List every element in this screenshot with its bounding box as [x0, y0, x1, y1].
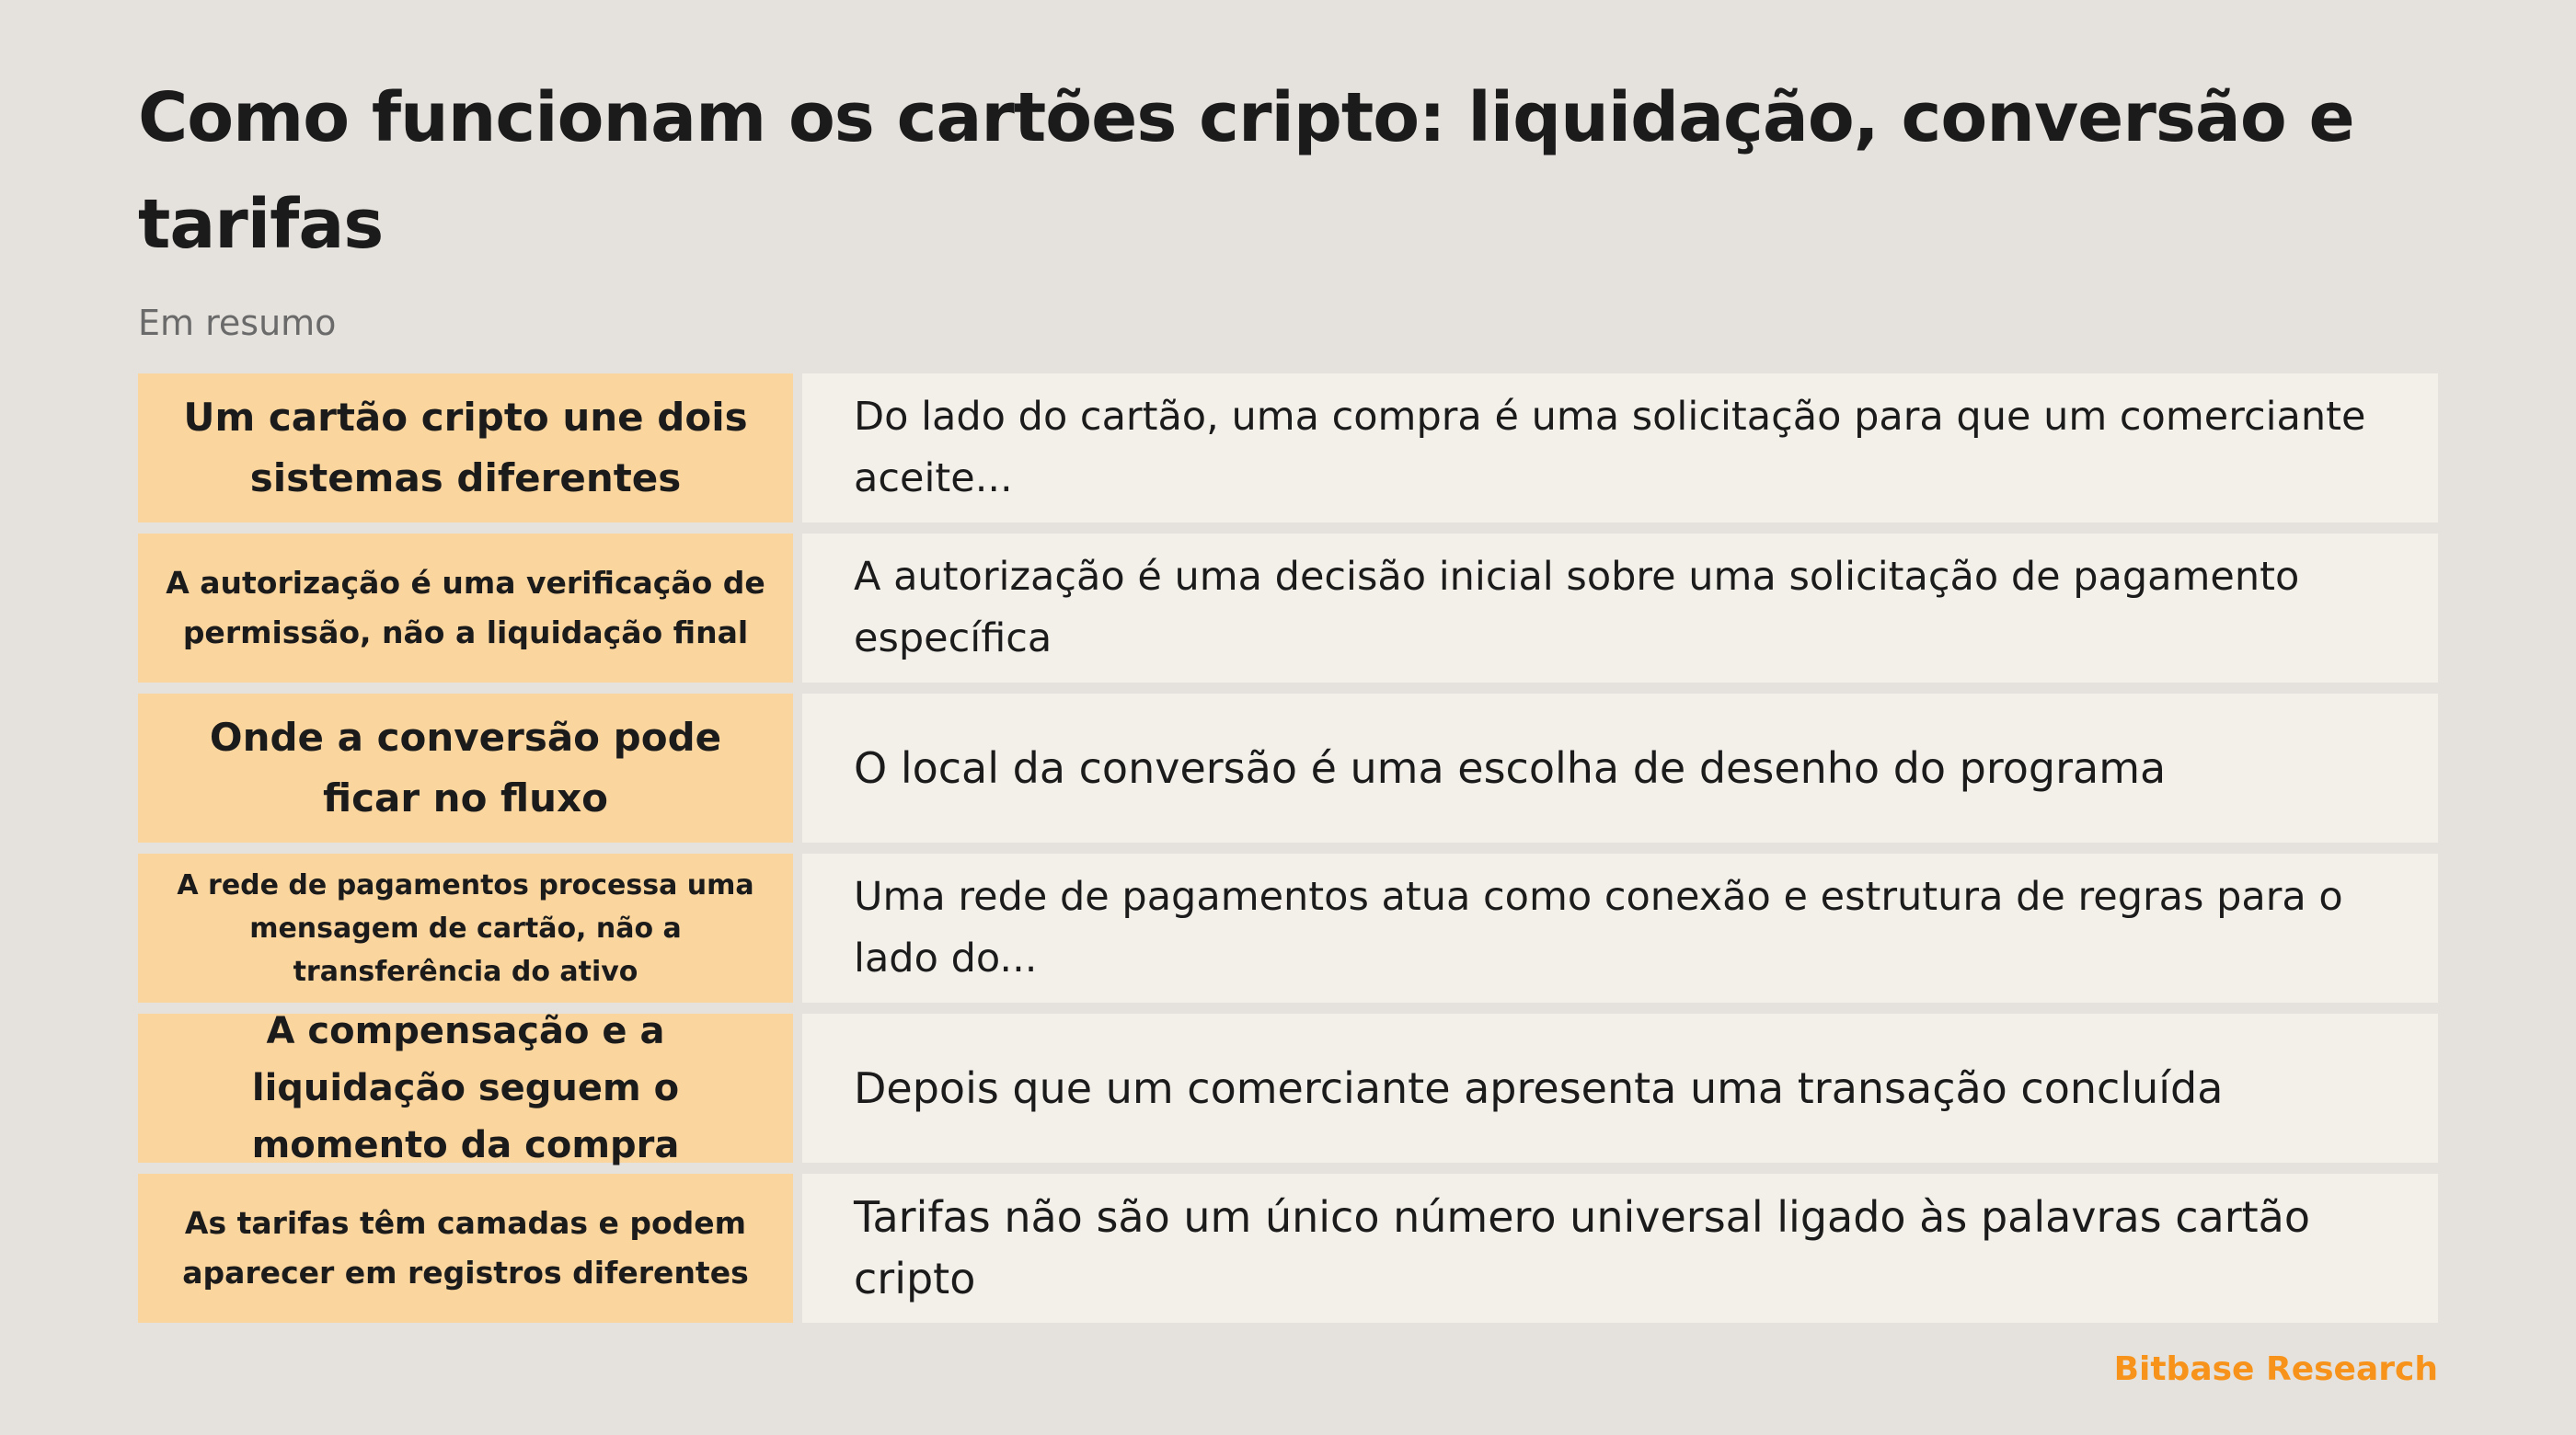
row-description: Uma rede de pagamentos atua como conexão e estrutura de regras para o lado do... — [802, 854, 2438, 1003]
row-description: Depois que um comerciante apresenta uma transação concluída — [802, 1014, 2438, 1163]
summary-table — [138, 373, 2438, 1323]
row-label: Onde a conversão pode ficar no fluxo — [138, 694, 793, 843]
table-row — [138, 1174, 2438, 1323]
row-description: A autorização é uma decisão inicial sobre uma solicitação de pagamento específica — [802, 534, 2438, 683]
row-label: A rede de pagamentos processa uma mensagem de cartão, não a transferência do ativo — [138, 854, 793, 1003]
row-label: A compensação e a liquidação seguem o momento da compra — [138, 1014, 793, 1163]
table-row — [138, 1010, 2438, 1166]
row-label: Um cartão cripto une dois sistemas diferentes — [138, 373, 793, 522]
table-row — [138, 854, 2438, 1003]
row-description: Tarifas não são um único número universal ligado às palavras cartão cripto — [802, 1174, 2438, 1323]
table-row — [138, 534, 2438, 683]
row-label: A autorização é uma verificação de permissão, não a liquidação final — [138, 534, 793, 683]
page-title: Como funcionam os cartões cripto: liquidação, conversão e tarifas — [138, 78, 2354, 264]
table-row — [138, 373, 2438, 522]
row-description: O local da conversão é uma escolha de desenho do programa — [802, 694, 2438, 843]
table-row — [138, 694, 2438, 843]
page-subtitle: Em resumo — [138, 303, 337, 343]
brand-footer: Bitbase Research — [2113, 1350, 2438, 1388]
row-description: Do lado do cartão, uma compra é uma solicitação para que um comerciante aceite... — [802, 373, 2438, 522]
row-label: As tarifas têm camadas e podem aparecer em registros diferentes — [138, 1174, 793, 1323]
page — [138, 64, 2438, 1303]
